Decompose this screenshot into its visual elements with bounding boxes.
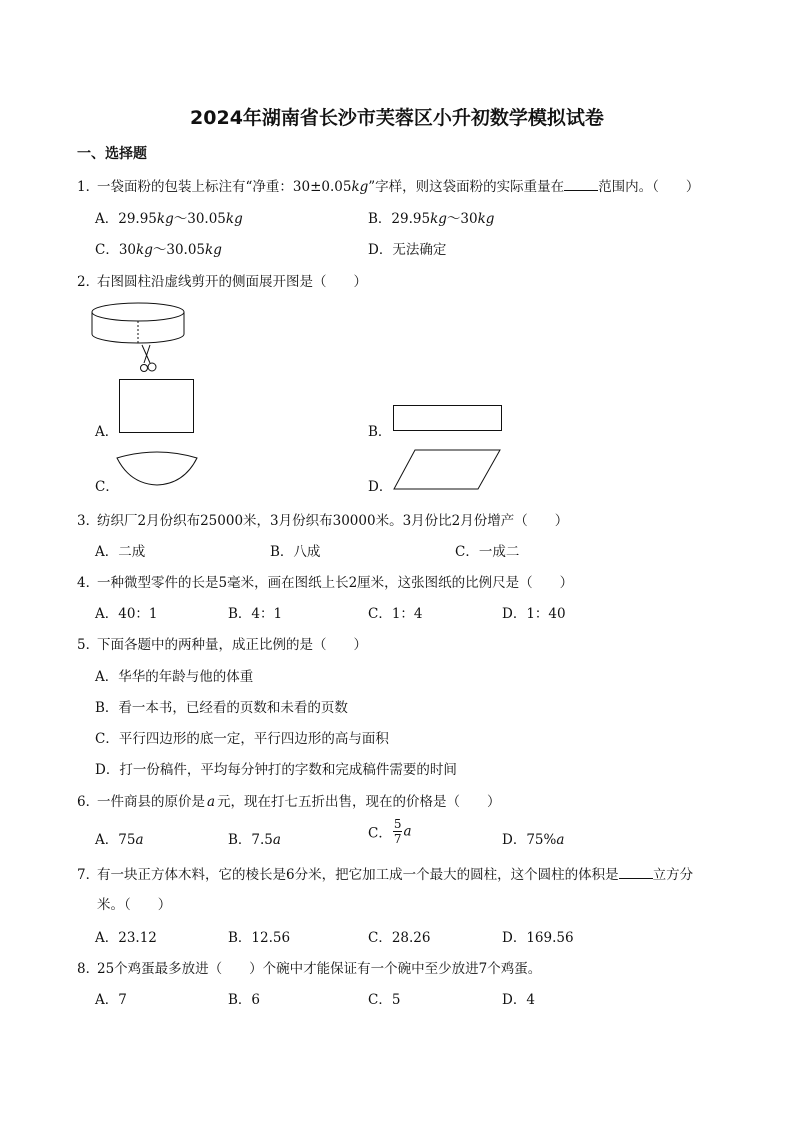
option-d[interactable]: D．169.56 <box>502 930 574 946</box>
scissors-icon <box>136 343 162 373</box>
question-stem: 下面各题中的两种量，成正比例的是（ ） <box>97 637 367 653</box>
question-number: 8． <box>77 961 100 977</box>
option-a[interactable]: A． <box>95 424 119 440</box>
unit: kg <box>225 211 243 227</box>
question-number: 4． <box>77 575 100 591</box>
option-value: 7.5 <box>251 832 273 848</box>
option-b-long-rectangle-figure <box>393 405 503 433</box>
option-d[interactable]: D．4 <box>502 992 535 1008</box>
question-7 <box>77 863 693 883</box>
variable: a <box>272 832 281 848</box>
question-8 <box>77 957 541 977</box>
page-title: 2024年湖南省长沙市芙蓉区小升初数学模拟试卷 <box>190 107 604 129</box>
option-c[interactable]: C．平行四边形的底一定，平行四边形的高与面积 <box>95 731 389 747</box>
option-c[interactable]: C．5 <box>368 992 401 1008</box>
option-d[interactable]: D． <box>368 479 393 495</box>
question-number: 1． <box>77 179 100 195</box>
question-4 <box>77 571 573 591</box>
option-value: 无法确定 <box>392 242 447 258</box>
question-stem-cont: 元，现在打七五折出售，现在的价格是（ ） <box>217 794 501 810</box>
fraction-denominator: 7 <box>393 832 402 846</box>
option-value: ～30 <box>446 211 478 227</box>
question-number: 2． <box>77 274 100 290</box>
question-7-line-2: 米。（ ） <box>97 897 172 913</box>
option-b[interactable]: B．看一本书，已经看的页数和未看的页数 <box>95 700 348 716</box>
option-b[interactable]: B． <box>368 424 392 440</box>
option-d-parallelogram-figure <box>393 449 503 491</box>
option-value: ～30.05 <box>152 242 206 258</box>
option-label: A． <box>95 211 119 227</box>
question-stem: 25个鸡蛋最多放进（ ）个碗中才能保证有一个碗中至少放进7个鸡蛋。 <box>97 961 542 977</box>
question-stem: 纺织厂2月份织布25000米，3月份织布30000米。3月份比2月份增产（ ） <box>97 513 569 529</box>
unit: kg <box>477 211 495 227</box>
variable: a <box>135 832 144 848</box>
question-stem-cont: 立方分 <box>652 867 694 883</box>
option-c-sector-figure <box>114 448 200 488</box>
question-2 <box>77 270 367 290</box>
option-b[interactable]: B．八成 <box>270 544 321 560</box>
option-c[interactable]: C． <box>95 479 119 495</box>
option-b[interactable] <box>228 828 281 848</box>
option-c[interactable] <box>95 238 222 258</box>
option-value: 29.95 <box>391 211 431 227</box>
section-heading: 一、选择题 <box>77 146 147 162</box>
unit: kg <box>430 211 447 227</box>
option-b[interactable]: B．6 <box>228 992 261 1008</box>
option-c[interactable]: C．一成二 <box>455 544 520 560</box>
option-a[interactable] <box>95 828 144 848</box>
option-c[interactable]: C．1：4 <box>368 606 423 622</box>
question-number: 6． <box>77 794 100 810</box>
option-label: B． <box>228 832 252 848</box>
option-label: D． <box>502 832 527 848</box>
option-label: D． <box>368 242 393 258</box>
option-c[interactable]: C．28.26 <box>368 930 431 946</box>
option-a[interactable]: A．23.12 <box>95 930 157 946</box>
unit: kg <box>136 242 153 258</box>
option-value: 75 <box>118 832 136 848</box>
question-stem: 有一块正方体木料，它的棱长是6分米，把它加工成一个最大的圆柱，这个圆柱的体积是 <box>97 867 619 883</box>
fraction <box>393 818 403 845</box>
question-number: 7． <box>77 867 100 883</box>
question-stem: 右图圆柱沿虚线剪开的侧面展开图是（ ） <box>97 274 367 290</box>
variable: a <box>556 832 565 848</box>
option-a-rectangle-figure <box>119 379 195 435</box>
answer-blank <box>564 178 598 191</box>
variable: a <box>207 794 216 810</box>
question-number: 5． <box>77 637 100 653</box>
option-label: B． <box>368 211 392 227</box>
unit: kg <box>156 211 174 227</box>
option-d[interactable] <box>368 238 446 258</box>
option-c[interactable] <box>368 818 412 845</box>
option-label: C． <box>95 242 119 258</box>
option-d[interactable] <box>502 828 564 848</box>
question-3 <box>77 509 568 529</box>
option-label: A． <box>95 832 119 848</box>
option-a[interactable]: A．7 <box>95 992 127 1008</box>
question-stem: 一种微型零件的长是5毫米，画在图纸上长2厘米，这张图纸的比例尺是（ ） <box>97 575 574 591</box>
option-d[interactable]: D．1：40 <box>502 606 566 622</box>
question-6 <box>77 790 501 810</box>
unit: kg <box>351 179 369 195</box>
option-a[interactable]: A．40：1 <box>95 606 158 622</box>
fraction-numerator: 5 <box>393 817 402 831</box>
question-stem-end: 范围内。（ ） <box>598 179 700 195</box>
option-a[interactable]: A．华华的年龄与他的体重 <box>95 669 254 685</box>
question-number: 3． <box>77 513 100 529</box>
question-5 <box>77 633 367 653</box>
option-b[interactable] <box>368 207 494 227</box>
variable: a <box>403 823 412 840</box>
answer-blank <box>619 866 653 879</box>
question-1 <box>77 175 699 195</box>
option-b[interactable]: B．4：1 <box>228 606 283 622</box>
option-a[interactable] <box>95 207 243 227</box>
option-d[interactable]: D．打一份稿件，平均每分钟打的字数和完成稿件需要的时间 <box>95 762 457 778</box>
unit: kg <box>205 242 222 258</box>
option-value: 29.95 <box>118 211 157 227</box>
option-value: 75% <box>526 832 557 848</box>
question-stem: 一件商县的原价是 <box>97 794 205 810</box>
option-a[interactable]: A．二成 <box>95 544 146 560</box>
question-stem: 一袋面粉的包装上标注有“净重：30±0.05 <box>97 179 352 195</box>
option-value: ～30.05 <box>173 211 226 227</box>
option-label: C． <box>368 825 392 842</box>
option-b[interactable]: B．12.56 <box>228 930 291 946</box>
option-value: 30 <box>118 242 137 258</box>
question-stem-cont: ”字样，则这袋面粉的实际重量在 <box>368 179 565 195</box>
